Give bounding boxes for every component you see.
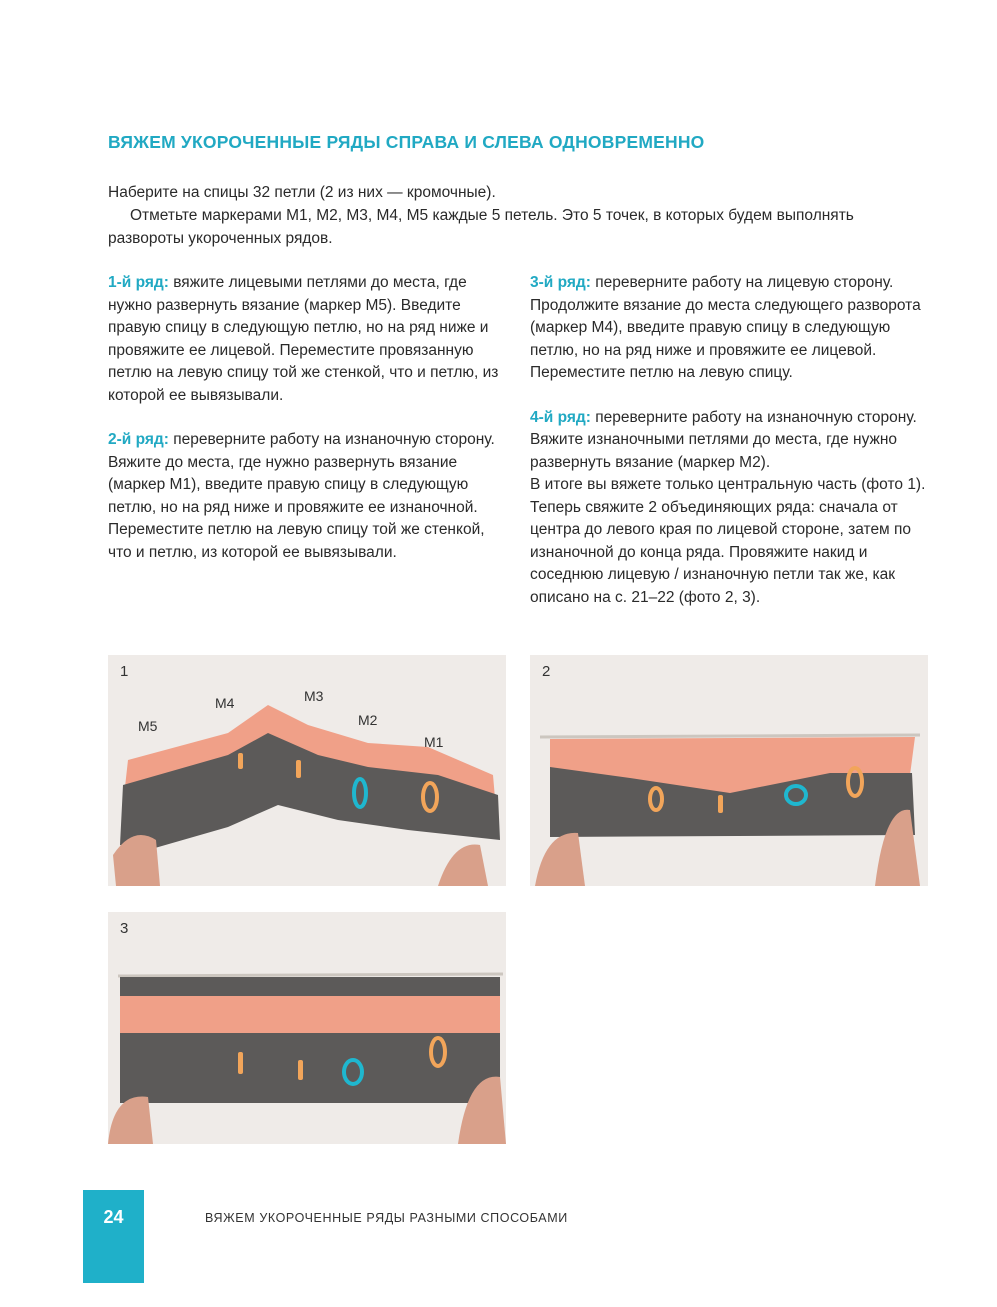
marker-label-m5: М5 xyxy=(138,718,158,734)
step-row-3-text: переверните работу на лицевую сторону. Продолжите вязание до места следующего разворота (маркер М4), введите правую спицу в следующую петлю, но на ряд ниже и провяжите ее лицевой. Переместите петлю на левую спицу. xyxy=(530,274,921,381)
photo-2-number: 2 xyxy=(542,663,551,680)
photo-3-marker-2 xyxy=(298,1060,303,1080)
photo-2-marker-2 xyxy=(718,795,723,813)
photo-1-number: 1 xyxy=(120,663,129,680)
section-heading: ВЯЖЕМ УКОРОЧЕННЫЕ РЯДЫ СПРАВА И СЛЕВА ОДНОВРЕМЕННО xyxy=(108,132,705,152)
intro-text xyxy=(108,181,928,250)
running-footer: ВЯЖЕМ УКОРОЧЕННЫЕ РЯДЫ РАЗНЫМИ СПОСОБАМИ xyxy=(205,1211,568,1225)
right-column xyxy=(530,272,930,631)
page-number-box xyxy=(83,1190,144,1283)
page-number: 24 xyxy=(103,1207,124,1227)
photo-2-image xyxy=(530,655,928,886)
photo-1 xyxy=(108,655,506,886)
photo-1-image xyxy=(108,655,506,886)
photo-2 xyxy=(530,655,928,886)
intro-line-1: Наберите на спицы 32 петли (2 из них — кромочные). xyxy=(108,184,496,201)
step-row-4-text: переверните работу на изнаночную сторону. Вяжите изнаночными петлями до места, где нужно развернуть вязание (маркер М2). xyxy=(530,408,917,471)
step-row-2 xyxy=(108,429,508,564)
step-row-4-extra: В итоге вы вяжете только центральную часть (фото 1). Теперь свяжите 2 объединяющих ряда: сначала от центра до левого края по лицевой стороне, затем по изнаночной до конца ряда. Провяжите накид и соседнюю лицевую / изнаночную петли так же, как описано на с. 21–22 (фото 2, 3). xyxy=(530,476,926,606)
photo-3-marker-1 xyxy=(238,1052,243,1074)
step-row-1 xyxy=(108,272,508,407)
marker-label-m2: М2 xyxy=(358,712,378,728)
step-row-2-label: 2-й ряд: xyxy=(108,431,169,448)
marker-label-m3: М3 xyxy=(304,688,324,704)
photo-3-needle xyxy=(118,974,503,976)
photo-2-needle xyxy=(540,735,920,737)
photo-1-marker-m4 xyxy=(296,760,301,778)
photo-3-pink-stripe xyxy=(120,996,500,1034)
step-row-3-label: 3-й ряд: xyxy=(530,274,591,291)
step-row-1-label: 1-й ряд: xyxy=(108,274,169,291)
marker-label-m4: М4 xyxy=(215,695,235,711)
step-row-4-label: 4-й ряд: xyxy=(530,408,591,426)
step-row-3 xyxy=(530,272,930,385)
photo-3 xyxy=(108,912,506,1144)
photo-3-top-gray xyxy=(120,977,500,997)
photo-1-marker-m5 xyxy=(238,753,243,769)
photo-3-number: 3 xyxy=(120,920,129,937)
left-column xyxy=(108,272,508,586)
marker-label-m1: М1 xyxy=(424,734,444,750)
step-row-1-text: вяжите лицевыми петлями до места, где нужно развернуть вязание (маркер М5). Введите правую спицу в следующую петлю, но на ряд ниже и провяжите ее лицевой. Переместите провязанную петлю на левую спицу той же стенкой, что и петлю, из которой ее вывязывали. xyxy=(108,274,499,404)
intro-line-2: Отметьте маркерами М1, М2, М3, М4, М5 каждые 5 петель. Это 5 точек, в которых будем выполнять развороты укороченных рядов. xyxy=(108,207,854,247)
step-row-4 xyxy=(530,407,930,610)
photo-3-image xyxy=(108,912,506,1144)
step-row-2-text: переверните работу на изнаночную сторону. Вяжите до места, где нужно развернуть вязание (маркер М1), введите правую спицу в следующую петлю, но на ряд ниже и провяжите ее изнаночной. Переместите петлю на левую спицу той же стенкой, что и петлю, из которой ее вывязывали. xyxy=(108,431,495,561)
